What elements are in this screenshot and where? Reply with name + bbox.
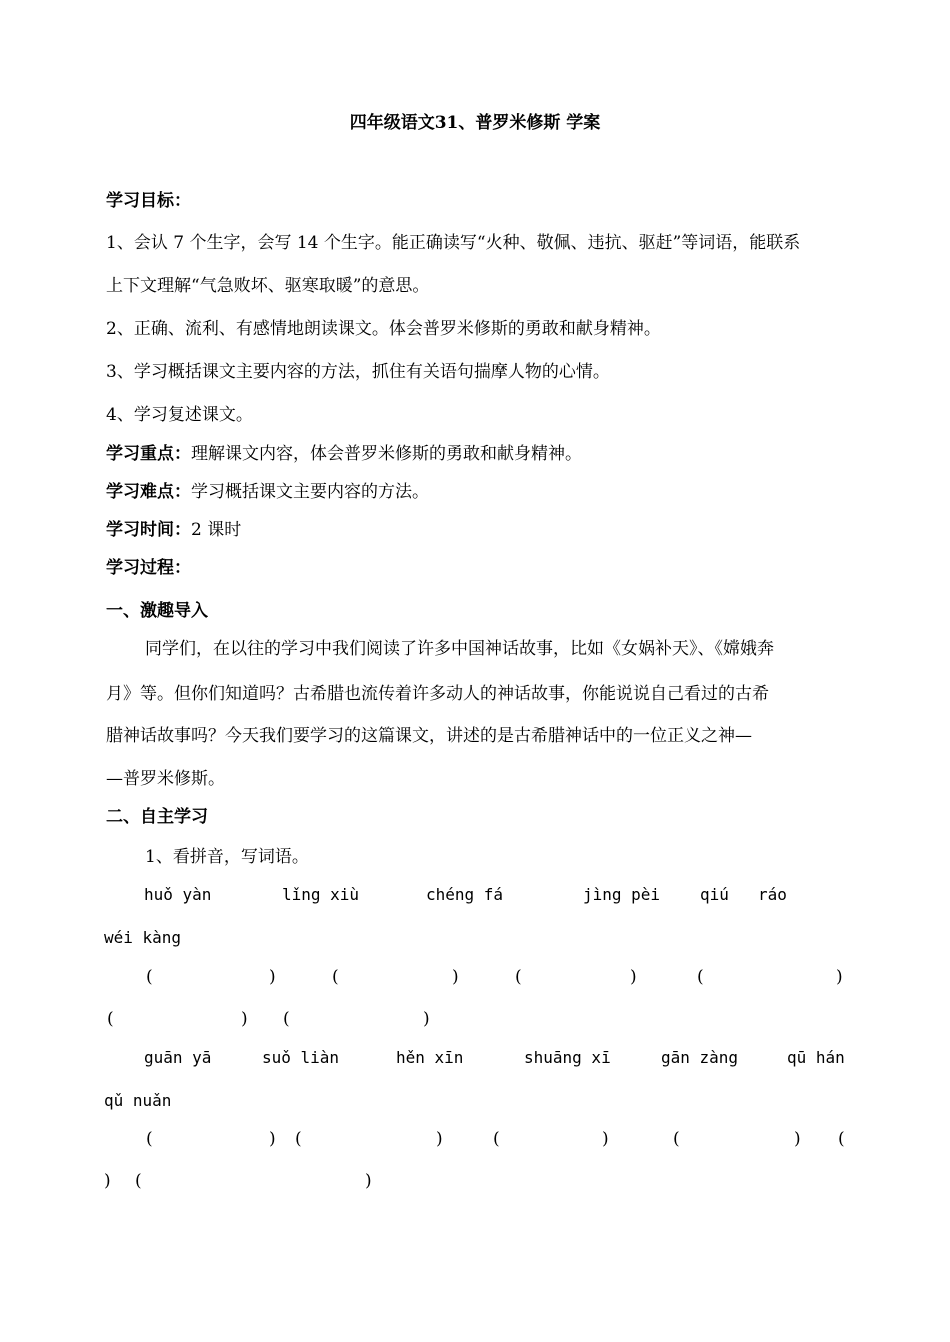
pinyin-item: jìng pèi [583,885,661,904]
blank-close-paren: ) [794,1129,801,1149]
blank-close-paren: ) [241,1009,248,1029]
objective-line-2: 上下文理解“气急败坏、驱寒取暖”的意思。 [106,276,430,296]
blank-close-paren: ) [836,967,843,987]
blank-close-paren: ) [269,1129,276,1149]
pinyin-item: ráo [758,885,787,904]
blank-close-paren: ) [630,967,637,987]
blank-open-paren: ( [697,967,704,987]
section1-line-1: 同学们，在以往的学习中我们阅读了许多中国神话故事，比如《女娲补天》、《嫦娥奔 [145,639,774,659]
blank-close-paren: ) [104,1171,111,1191]
pinyin-item: wéi kàng [104,928,182,947]
objective-line-1: 1、会认 7 个生字，会写 14 个生字。能正确读写“火种、敬佩、违抗、驱赶”等词语，能联系 [106,233,801,253]
blank-open-paren: ( [295,1129,302,1149]
pinyin-item: qǔ nuǎn [104,1091,172,1110]
key-point-text: 理解课文内容，体会普罗米修斯的勇敢和献身精神。 [191,444,582,464]
blank-open-paren: ( [838,1129,845,1149]
objective-line-4: 3、学习概括课文主要内容的方法，抓住有关语句揣摩人物的心情。 [106,362,610,382]
section1-line-3: 腊神话故事吗？今天我们要学习的这篇课文，讲述的是古希腊神话中的一位正义之神— [106,726,752,746]
blank-open-paren: ( [673,1129,680,1149]
section1-heading: 一、激趣导入 [106,601,208,621]
pinyin-item: shuāng xī [524,1048,611,1067]
blank-open-paren: ( [283,1009,290,1029]
study-time-text: 2 课时 [191,520,242,540]
blank-close-paren: ) [365,1171,372,1191]
section1-line-4: —普罗米修斯。 [106,769,225,789]
pinyin-item: huǒ yàn [144,885,212,904]
process-heading: 学习过程： [106,558,191,578]
blank-open-paren: ( [107,1009,114,1029]
pinyin-item: qū hán [787,1048,845,1067]
pinyin-item: suǒ liàn [262,1048,340,1067]
section2-task: 1、看拼音，写词语。 [145,847,309,867]
pinyin-item: guān yā [144,1048,212,1067]
blank-close-paren: ) [452,967,459,987]
pinyin-item: hěn xīn [396,1048,464,1067]
objective-line-5: 4、学习复述课文。 [106,405,253,425]
blank-close-paren: ) [602,1129,609,1149]
blank-open-paren: ( [493,1129,500,1149]
key-point [106,443,846,465]
pinyin-item: gān zàng [661,1048,739,1067]
study-time-label: 学习时间： [106,520,191,540]
pinyin-item: chéng fá [426,885,504,904]
key-point-label: 学习重点： [106,444,191,464]
blank-close-paren: ) [436,1129,443,1149]
blank-close-paren: ) [269,967,276,987]
difficulty-text: 学习概括课文主要内容的方法。 [191,482,429,502]
blank-open-paren: ( [332,967,339,987]
blank-close-paren: ) [423,1009,430,1029]
objective-line-3: 2、正确、流利、有感情地朗读课文。体会普罗米修斯的勇敢和献身精神。 [106,319,661,339]
section1-line-2: 月》等。但你们知道吗？古希腊也流传着许多动人的神话故事，你能说说自己看过的古希 [106,684,769,704]
blank-open-paren: ( [135,1171,142,1191]
objectives-heading: 学习目标： [106,191,191,211]
study-time [106,519,846,541]
blank-open-paren: ( [515,967,522,987]
pinyin-item: lǐng xiù [282,885,360,904]
page-title: 四年级语文31、普罗米修斯 学案 [349,113,601,133]
section2-heading: 二、自主学习 [106,807,208,827]
blank-open-paren: ( [146,967,153,987]
pinyin-item: qiú [700,885,729,904]
blank-open-paren: ( [146,1129,153,1149]
difficulty-label: 学习难点： [106,482,191,502]
difficulty [106,481,846,503]
